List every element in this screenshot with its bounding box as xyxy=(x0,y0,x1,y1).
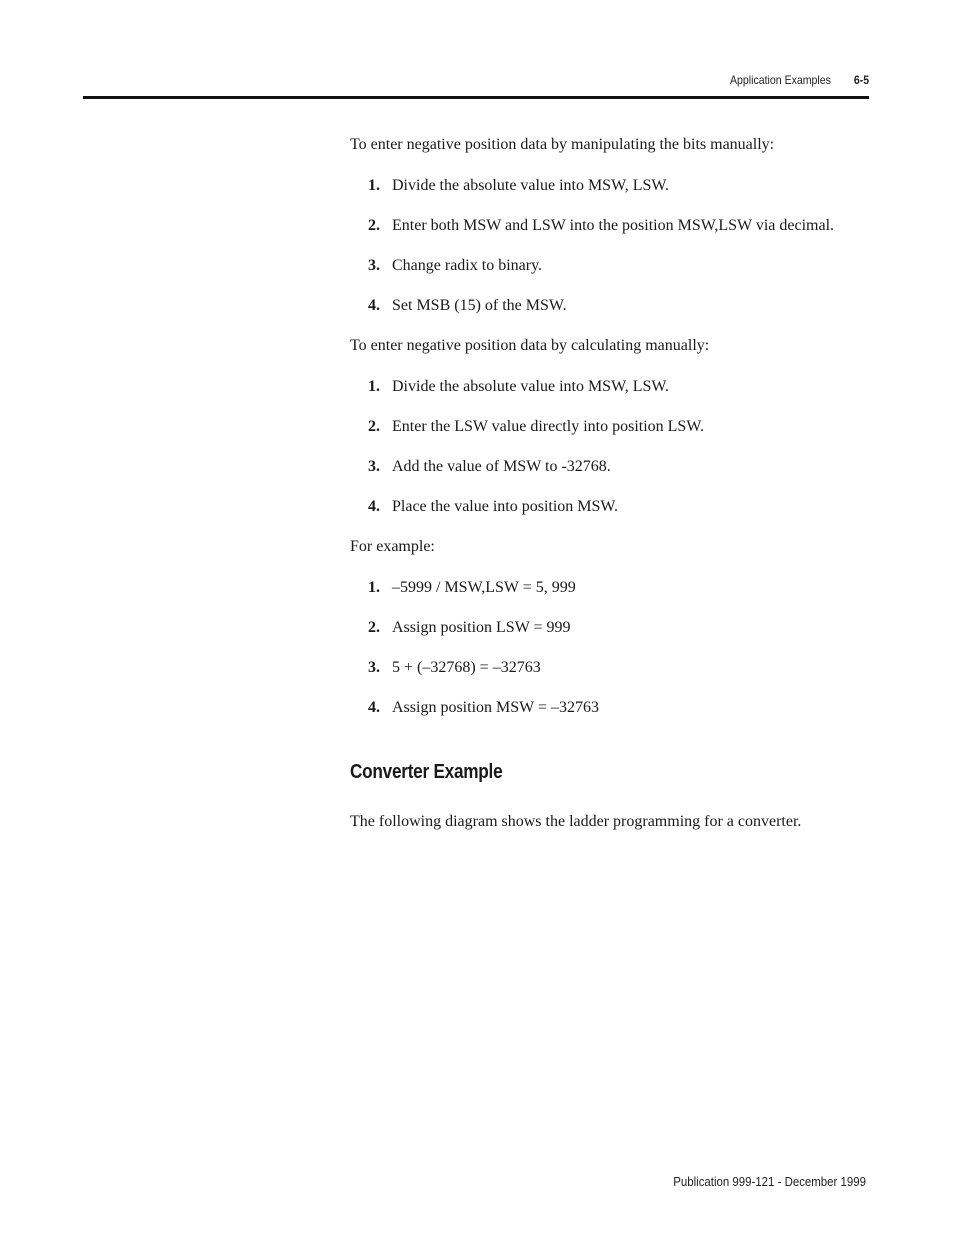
list-item xyxy=(350,376,875,397)
step-number: 2. xyxy=(368,418,380,435)
step-text: Add the value of MSW to -32768. xyxy=(392,458,611,475)
intro-example-paragraph: For example: xyxy=(350,538,435,555)
list-item xyxy=(350,175,875,196)
page-content xyxy=(350,134,875,832)
list-item xyxy=(350,456,875,477)
step-text: Place the value into position MSW. xyxy=(392,498,619,515)
list-item xyxy=(350,255,875,276)
step-text: Assign position MSW = –32763 xyxy=(392,699,599,716)
list-item xyxy=(350,496,875,517)
section-paragraph: The following diagram shows the ladder programming for a converter. xyxy=(350,813,802,830)
list-item xyxy=(350,657,875,678)
step-text: Enter the LSW value directly into position LSW. xyxy=(392,418,704,435)
step-number: 4. xyxy=(368,699,380,716)
step-number: 1. xyxy=(368,378,380,395)
list-item xyxy=(350,697,875,718)
list-item xyxy=(350,617,875,638)
step-text: Assign position LSW = 999 xyxy=(392,619,571,636)
step-text: –5999 / MSW,LSW = 5, 999 xyxy=(392,579,576,596)
intro-bits-paragraph: To enter negative position data by manipulating the bits manually: xyxy=(350,136,775,153)
header-rule xyxy=(83,96,869,99)
step-number: 3. xyxy=(368,659,380,676)
step-text: Change radix to binary. xyxy=(392,257,543,274)
header-section-title: Application Examples xyxy=(729,73,831,87)
running-header xyxy=(730,73,869,87)
step-number: 4. xyxy=(368,297,380,314)
section-heading: Converter Example xyxy=(350,761,503,783)
step-text: Set MSB (15) of the MSW. xyxy=(392,297,567,314)
step-number: 1. xyxy=(368,177,380,194)
step-text: Divide the absolute value into MSW, LSW. xyxy=(392,177,670,194)
list-item xyxy=(350,416,875,437)
list-item xyxy=(350,215,875,236)
step-number: 4. xyxy=(368,498,380,515)
bits-steps-list xyxy=(350,175,875,316)
page-number: 6-5 xyxy=(853,73,869,87)
list-item xyxy=(350,295,875,316)
intro-calc-paragraph: To enter negative position data by calculating manually: xyxy=(350,337,710,354)
step-text: 5 + (–32768) = –32763 xyxy=(392,659,541,676)
step-number: 2. xyxy=(368,619,380,636)
list-item xyxy=(350,577,875,598)
step-number: 3. xyxy=(368,257,380,274)
step-number: 1. xyxy=(368,579,380,596)
step-number: 3. xyxy=(368,458,380,475)
publication-footer: Publication 999-121 - December 1999 xyxy=(673,1174,866,1189)
calc-steps-list xyxy=(350,376,875,517)
example-steps-list xyxy=(350,577,875,718)
step-text: Enter both MSW and LSW into the position MSW,LSW via decimal. xyxy=(392,217,835,234)
step-number: 2. xyxy=(368,217,380,234)
step-text: Divide the absolute value into MSW, LSW. xyxy=(392,378,670,395)
